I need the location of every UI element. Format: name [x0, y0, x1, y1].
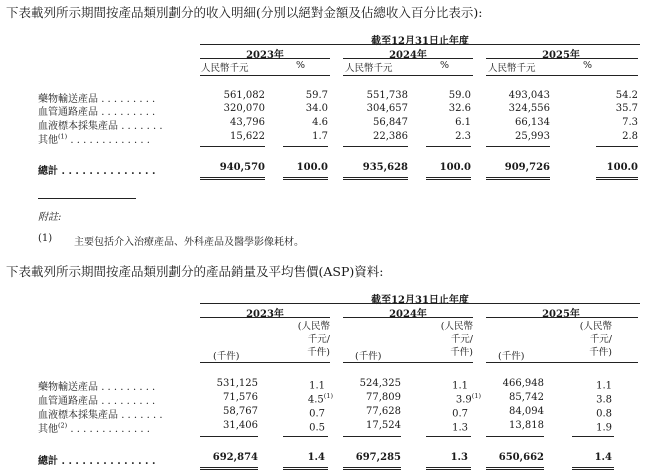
table2-col-asp-2023: (人民幣 千元/ 千件) [297, 321, 330, 358]
table2-double-rule [486, 467, 544, 470]
cell-amount-2025: 66,134 [515, 117, 550, 128]
cell-pct-2024: 59.0 [448, 90, 471, 101]
table2-double-rule [200, 467, 258, 470]
cell-volume-2025: 84,094 [509, 406, 544, 417]
table2-total-rule [572, 436, 614, 437]
table1-col-pct-2024: % [440, 60, 450, 71]
cell-pct-2023: 1.7 [312, 131, 328, 142]
table1-total-rule [343, 146, 408, 147]
table2-total-rule [200, 436, 258, 437]
total-label: 總計 [38, 166, 58, 177]
cell-amount-2023: 320,070 [223, 103, 265, 114]
leader-dots: . . . . . . . . . . . . . [70, 424, 150, 435]
row-label: 血管通路產品 [38, 107, 98, 118]
total-asp-2024: 1.3 [450, 452, 468, 463]
row-label: 藥物輸送產品 [38, 382, 98, 393]
cell-volume-2024: 77,809 [366, 392, 401, 403]
total-pct-2025: 100.0 [606, 162, 638, 173]
total-asp-2025: 1.4 [594, 452, 612, 463]
total-asp-2023: 1.4 [307, 452, 325, 463]
table1-total-rule [426, 146, 471, 147]
total-volume-2025: 650,662 [498, 452, 544, 463]
table1-subhdr-rule-2025 [486, 75, 638, 76]
cell-pct-2024: 6.1 [455, 117, 471, 128]
table1-col-amount-2023: 人民幣千元 [201, 63, 249, 74]
leader-dots: . . . . . . . . . . . . . . [61, 166, 156, 177]
cell-volume-2023: 58,767 [223, 406, 258, 417]
leader-dots: . . . . . . . . . [101, 382, 156, 393]
cell-volume-2025: 85,742 [509, 392, 544, 403]
cell-pct-2023: 59.7 [305, 90, 328, 101]
total-amount-2024: 935,628 [362, 162, 408, 173]
table1-total-rule [596, 146, 638, 147]
table2-total-rule [486, 436, 544, 437]
table2-year-rule-2024 [343, 317, 473, 318]
cell-pct-2025: 35.7 [615, 103, 638, 114]
total-amount-2025: 909,726 [504, 162, 550, 173]
table1-col-amount-2024: 人民幣千元 [345, 63, 393, 74]
cell-asp-2025: 1.9 [596, 422, 612, 434]
table2-col-volume-2025: (千件) [498, 351, 525, 362]
cell-volume-2023: 531,125 [216, 378, 258, 389]
cell-volume-2024: 524,325 [359, 378, 401, 389]
cell-asp-2024: 1.3 [452, 422, 468, 434]
cell-pct-2025: 7.3 [622, 117, 638, 128]
table1-col-amount-2025: 人民幣千元 [488, 63, 536, 74]
cell-asp-2023: 0.7 [309, 408, 325, 420]
row-label: 其他 [38, 424, 58, 435]
table2-period-rule [200, 303, 640, 304]
table2-year-2024: 2024年 [389, 309, 427, 320]
row-label: 血管通路產品 [38, 396, 98, 407]
row-label: 血液標本採集產品 [38, 121, 118, 132]
cell-asp-2025: 1.1 [596, 380, 612, 392]
cell-volume-2023: 71,576 [223, 392, 258, 403]
table1-year-2023: 2023年 [246, 50, 284, 61]
table1-subhdr-rule-2024 [343, 75, 473, 76]
table1-year-2024: 2024年 [389, 50, 427, 61]
table2-double-rule [343, 467, 401, 470]
cell-volume-2023: 31,406 [223, 420, 258, 431]
table1-double-rule [200, 177, 265, 180]
notes-heading: 附註: [38, 212, 62, 223]
table2-subhdr-rule-2023 [200, 362, 330, 363]
notes-rule [38, 198, 136, 199]
cell-amount-2023: 15,622 [230, 131, 265, 142]
table1-subhdr-rule-2023 [200, 75, 330, 76]
cell-pct-2024: 2.3 [455, 131, 471, 142]
cell-asp-2025: 3.8 [596, 394, 612, 406]
cell-pct-2025: 2.8 [622, 131, 638, 142]
row-label: 藥物輸送產品 [38, 94, 98, 105]
table1-period-rule [200, 44, 640, 45]
cell-asp-2025: 0.8 [596, 408, 612, 420]
table1-double-rule [596, 177, 638, 180]
table2-total-rule [426, 436, 471, 437]
total-pct-2024: 100.0 [439, 162, 471, 173]
table1-year-2025: 2025年 [542, 50, 580, 61]
cell-amount-2025: 493,043 [508, 90, 550, 101]
table2-col-volume-2023: (千件) [213, 351, 240, 362]
footnote-ref: (2) [58, 421, 68, 430]
cell-asp-2024: 0.7 [452, 408, 468, 420]
cell-amount-2025: 324,556 [508, 103, 550, 114]
table2-year-2025: 2025年 [542, 309, 580, 320]
table1-col-pct-2025: % [583, 60, 593, 71]
table2-double-rule [426, 467, 471, 470]
table1-year-rule-2024 [343, 58, 473, 59]
cell-asp-2023: 4.5$^{(1)}$ [307, 392, 333, 406]
row-label: 血液標本採集產品 [38, 410, 118, 421]
table1-col-pct-2023: % [296, 60, 306, 71]
leader-dots: . . . . . . . [121, 121, 163, 132]
cell-amount-2024: 551,738 [366, 90, 408, 101]
note-text: 主要包括介入治療產品、外科產品及醫學影像耗材。 [74, 237, 304, 248]
total-pct-2023: 100.0 [296, 162, 328, 173]
table1-period-header: 截至12月31日止年度 [371, 36, 469, 47]
cell-volume-2025: 13,818 [509, 420, 544, 431]
table2-year-rule-2023 [200, 317, 330, 318]
table2-year-2023: 2023年 [246, 309, 284, 320]
leader-dots: . . . . . . . [121, 410, 163, 421]
cell-volume-2024: 77,628 [366, 406, 401, 417]
leader-dots: . . . . . . . . . [101, 94, 156, 105]
row-label: 其他 [38, 135, 58, 146]
table2-total-rule [283, 436, 328, 437]
table2-double-rule [572, 467, 614, 470]
cell-pct-2024: 32.6 [448, 103, 471, 114]
leader-dots: . . . . . . . . . [101, 107, 156, 118]
table2-subhdr-rule-2025 [486, 362, 638, 363]
cell-amount-2023: 43,796 [230, 117, 265, 128]
table1-intro: 下表載列所示期間按產品類別劃分的收入明細(分別以絕對金額及佔總收入百分比表示): [6, 5, 483, 20]
table1-double-rule [343, 177, 408, 180]
table2-col-asp-2024: (人民幣 千元/ 千件) [440, 321, 473, 358]
table2-double-rule [283, 467, 328, 470]
cell-amount-2024: 304,657 [366, 103, 408, 114]
cell-amount-2025: 25,993 [515, 131, 550, 142]
table2-intro: 下表載列所示期間按產品類別劃分的產品銷量及平均售價(ASP)資料: [6, 264, 384, 279]
table1-double-rule [486, 177, 550, 180]
cell-asp-2023: 0.5 [309, 422, 325, 434]
total-volume-2024: 697,285 [355, 452, 401, 463]
table2-total-rule [343, 436, 401, 437]
total-label: 總計 [38, 456, 58, 467]
cell-pct-2025: 54.2 [615, 90, 638, 101]
note-number: (1) [38, 233, 53, 244]
cell-amount-2023: 561,082 [223, 90, 265, 101]
footnote-ref: (1) [58, 132, 68, 141]
table1-year-rule-2023 [200, 58, 330, 59]
cell-asp-2024: 3.9$^{(1)}$ [455, 392, 481, 406]
cell-volume-2025: 466,948 [502, 378, 544, 389]
table2-col-volume-2024: (千件) [355, 351, 382, 362]
total-volume-2023: 692,874 [212, 452, 258, 463]
table1-double-rule [426, 177, 471, 180]
leader-dots: . . . . . . . . . [101, 396, 156, 407]
table1-year-rule-2025 [486, 58, 638, 59]
cell-volume-2024: 17,524 [366, 420, 401, 431]
total-amount-2023: 940,570 [219, 162, 265, 173]
cell-amount-2024: 22,386 [373, 131, 408, 142]
table1-total-rule [283, 146, 328, 147]
leader-dots: . . . . . . . . . . . . . [70, 135, 150, 146]
cell-asp-2024: 1.1 [452, 380, 468, 392]
table1-total-rule [200, 146, 265, 147]
cell-asp-2023: 1.1 [309, 380, 325, 392]
table2-subhdr-rule-2024 [343, 362, 473, 363]
table2-year-rule-2025 [486, 317, 638, 318]
table1-double-rule [283, 177, 328, 180]
cell-pct-2023: 4.6 [312, 117, 328, 128]
cell-amount-2024: 56,847 [373, 117, 408, 128]
table2-period-header: 截至12月31日止年度 [371, 295, 469, 306]
table2-col-asp-2025: (人民幣 千元/ 千件) [579, 321, 612, 358]
leader-dots: . . . . . . . . . . . . . . [61, 456, 156, 467]
table1-total-rule [486, 146, 550, 147]
cell-pct-2023: 34.0 [305, 103, 328, 114]
